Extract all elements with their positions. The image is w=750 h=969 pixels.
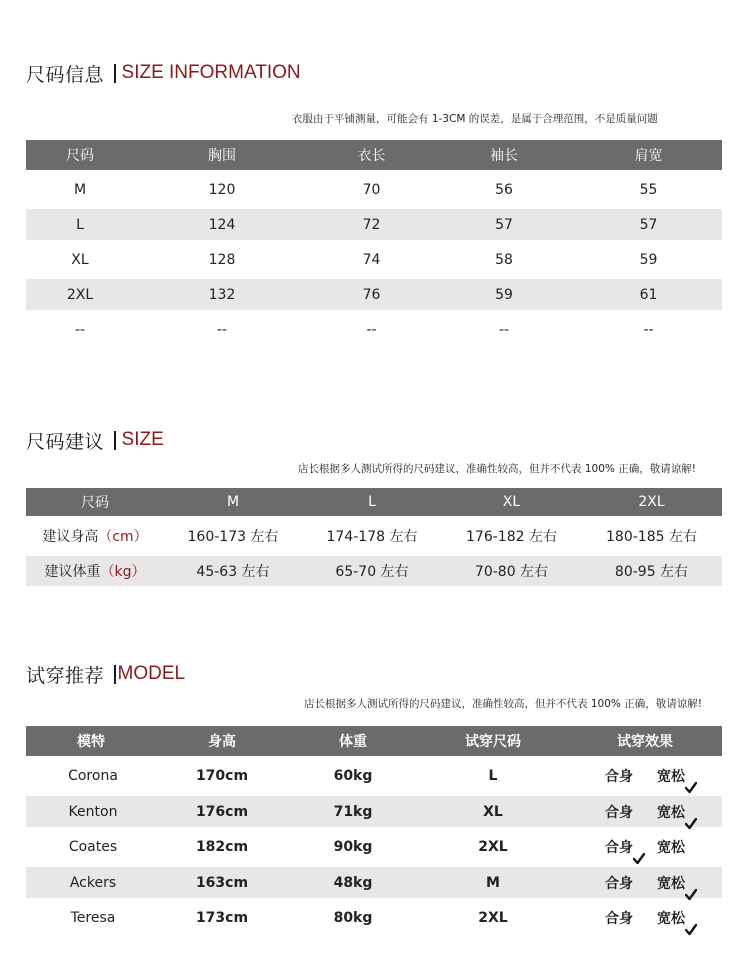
section-title-en: SIZE INFORMATION <box>121 62 301 83</box>
table-cell: -- <box>74 321 86 338</box>
column-header: 袖长 <box>490 148 518 164</box>
table-cell: 57 <box>639 216 658 233</box>
column-header: 试穿尺码 <box>465 734 521 750</box>
table-cell: 55 <box>639 181 658 198</box>
table-cell: 160-173 左右 <box>187 529 279 545</box>
check-icon <box>685 924 697 936</box>
model-height: 170cm <box>195 768 249 784</box>
column-header: 尺码 <box>81 495 109 511</box>
section-title-model <box>26 661 185 687</box>
table-cell: 57 <box>495 216 513 233</box>
column-header: 体重 <box>339 734 367 750</box>
model-note: 店长根据多人测试所得的尺码建议，准确性较高，但并不代表 100% 正确，敬请谅解! <box>304 698 702 710</box>
table-cell: M <box>73 181 87 198</box>
model-weight: 48kg <box>333 874 373 891</box>
row-label-unit: （kg） <box>100 564 146 580</box>
section-title-size-information <box>26 60 301 86</box>
table-cell: 2XL <box>66 286 94 303</box>
table-cell: 59 <box>639 251 658 268</box>
section-title-cn: 尺码建议 <box>26 430 105 453</box>
column-header: XL <box>502 494 521 510</box>
table-header-row <box>26 488 722 516</box>
table-row <box>26 796 722 827</box>
fit-options <box>568 873 722 893</box>
model-name: Teresa <box>70 910 116 926</box>
model-height: 163cm <box>195 874 249 891</box>
table-cell: 56 <box>495 181 513 198</box>
table-row <box>26 898 722 938</box>
table-cell: 72 <box>362 216 381 233</box>
table-row <box>26 867 722 898</box>
table-header-row <box>26 140 722 170</box>
table-cell: XL <box>71 251 89 268</box>
check-icon <box>685 818 697 830</box>
fit-option: 合身 <box>605 769 633 785</box>
table-cell: 128 <box>208 251 236 268</box>
table-cell: 59 <box>495 286 513 303</box>
section-title-en: SIZE <box>121 429 164 450</box>
fit-option: 宽松 <box>657 766 685 786</box>
model-fit-table <box>26 726 722 938</box>
model-size: M <box>486 874 500 891</box>
table-cell: 70 <box>362 181 381 198</box>
table-cell: L <box>76 216 84 233</box>
check-icon <box>685 782 697 794</box>
column-header: 衣长 <box>357 148 386 164</box>
table-row <box>26 170 722 209</box>
model-size: L <box>488 768 498 784</box>
table-row <box>26 209 722 240</box>
fit-options <box>568 837 722 857</box>
fit-options <box>568 802 722 822</box>
column-header: 尺码 <box>66 148 94 164</box>
fit-option: 宽松 <box>657 802 685 822</box>
row-label <box>26 526 164 546</box>
fit-option: 合身 <box>605 837 633 857</box>
section-title-size <box>26 427 164 453</box>
table-cell: 45-63 左右 <box>196 564 270 580</box>
size-information-table <box>26 140 722 349</box>
table-cell: -- <box>498 321 510 338</box>
section-title-cn: 尺码信息 <box>26 63 105 86</box>
model-weight: 71kg <box>333 803 373 820</box>
table-cell: 132 <box>208 286 236 303</box>
section-title-cn: 试穿推荐 <box>26 664 105 687</box>
size-advice-table <box>26 488 722 586</box>
table-cell: 124 <box>208 216 236 233</box>
title-divider <box>114 64 116 83</box>
column-header: 模特 <box>77 734 105 750</box>
title-divider <box>114 431 116 450</box>
table-header-row <box>26 726 722 756</box>
fit-option: 合身 <box>605 875 633 892</box>
model-size: 2XL <box>478 910 508 926</box>
table-cell: 180-185 左右 <box>606 529 697 545</box>
table-row <box>26 827 722 867</box>
model-weight: 80kg <box>333 910 373 926</box>
column-header: 身高 <box>208 734 236 750</box>
table-cell: 176-182 左右 <box>466 529 557 545</box>
column-header: 试穿效果 <box>617 734 673 750</box>
table-cell: 61 <box>639 286 658 303</box>
table-row <box>26 310 722 349</box>
column-header: 肩宽 <box>634 148 663 164</box>
table-cell: 65-70 左右 <box>335 564 409 580</box>
model-name: Kenton <box>68 803 118 820</box>
check-icon <box>633 853 645 865</box>
section-title-en: MODEL <box>117 663 186 684</box>
table-cell: -- <box>366 321 377 338</box>
table-cell: 70-80 左右 <box>474 564 549 580</box>
model-size: 2XL <box>478 839 508 855</box>
row-label <box>26 561 164 581</box>
model-height: 173cm <box>195 910 249 926</box>
model-size: XL <box>483 803 503 820</box>
model-height: 182cm <box>195 839 249 855</box>
table-cell: 74 <box>362 251 381 268</box>
fit-option: 宽松 <box>657 908 685 928</box>
table-cell: 120 <box>208 181 236 198</box>
measurement-note: 衣服由于平铺测量，可能会有 1-3CM 的误差，是属于合理范围，不是质量问题 <box>292 113 658 125</box>
table-row <box>26 756 722 796</box>
column-header: L <box>368 494 376 510</box>
table-cell: 174-178 左右 <box>326 529 418 545</box>
row-label-text: 建议体重 <box>44 564 101 580</box>
model-name: Corona <box>68 768 118 784</box>
table-cell: 80-95 左右 <box>614 564 689 580</box>
column-header: 2XL <box>638 494 665 510</box>
check-icon <box>685 889 697 901</box>
table-row <box>26 556 722 586</box>
model-height: 176cm <box>195 803 249 820</box>
table-cell: 58 <box>495 251 513 268</box>
title-divider <box>114 665 116 684</box>
model-name: Coates <box>68 839 118 855</box>
fit-option: 合身 <box>605 804 633 821</box>
column-header: 胸围 <box>208 148 236 164</box>
table-row <box>26 516 722 556</box>
model-weight: 90kg <box>333 839 373 855</box>
size-advice-note: 店长根据多人测试所得的尺码建议，准确性较高，但并不代表 100% 正确，敬请谅解! <box>298 463 696 475</box>
table-row <box>26 240 722 279</box>
fit-option: 宽松 <box>657 840 685 856</box>
fit-option: 合身 <box>605 911 633 927</box>
table-cell: -- <box>643 321 654 338</box>
fit-options <box>568 908 722 928</box>
model-weight: 60kg <box>333 768 373 784</box>
column-header: M <box>226 494 240 510</box>
table-cell: 76 <box>362 286 381 303</box>
row-label-text: 建议身高 <box>42 529 99 545</box>
row-label-unit: （cm） <box>98 529 148 545</box>
table-cell: -- <box>216 321 228 338</box>
fit-option: 宽松 <box>657 873 685 893</box>
table-row <box>26 279 722 310</box>
model-name: Ackers <box>69 874 117 891</box>
fit-options <box>568 766 722 786</box>
